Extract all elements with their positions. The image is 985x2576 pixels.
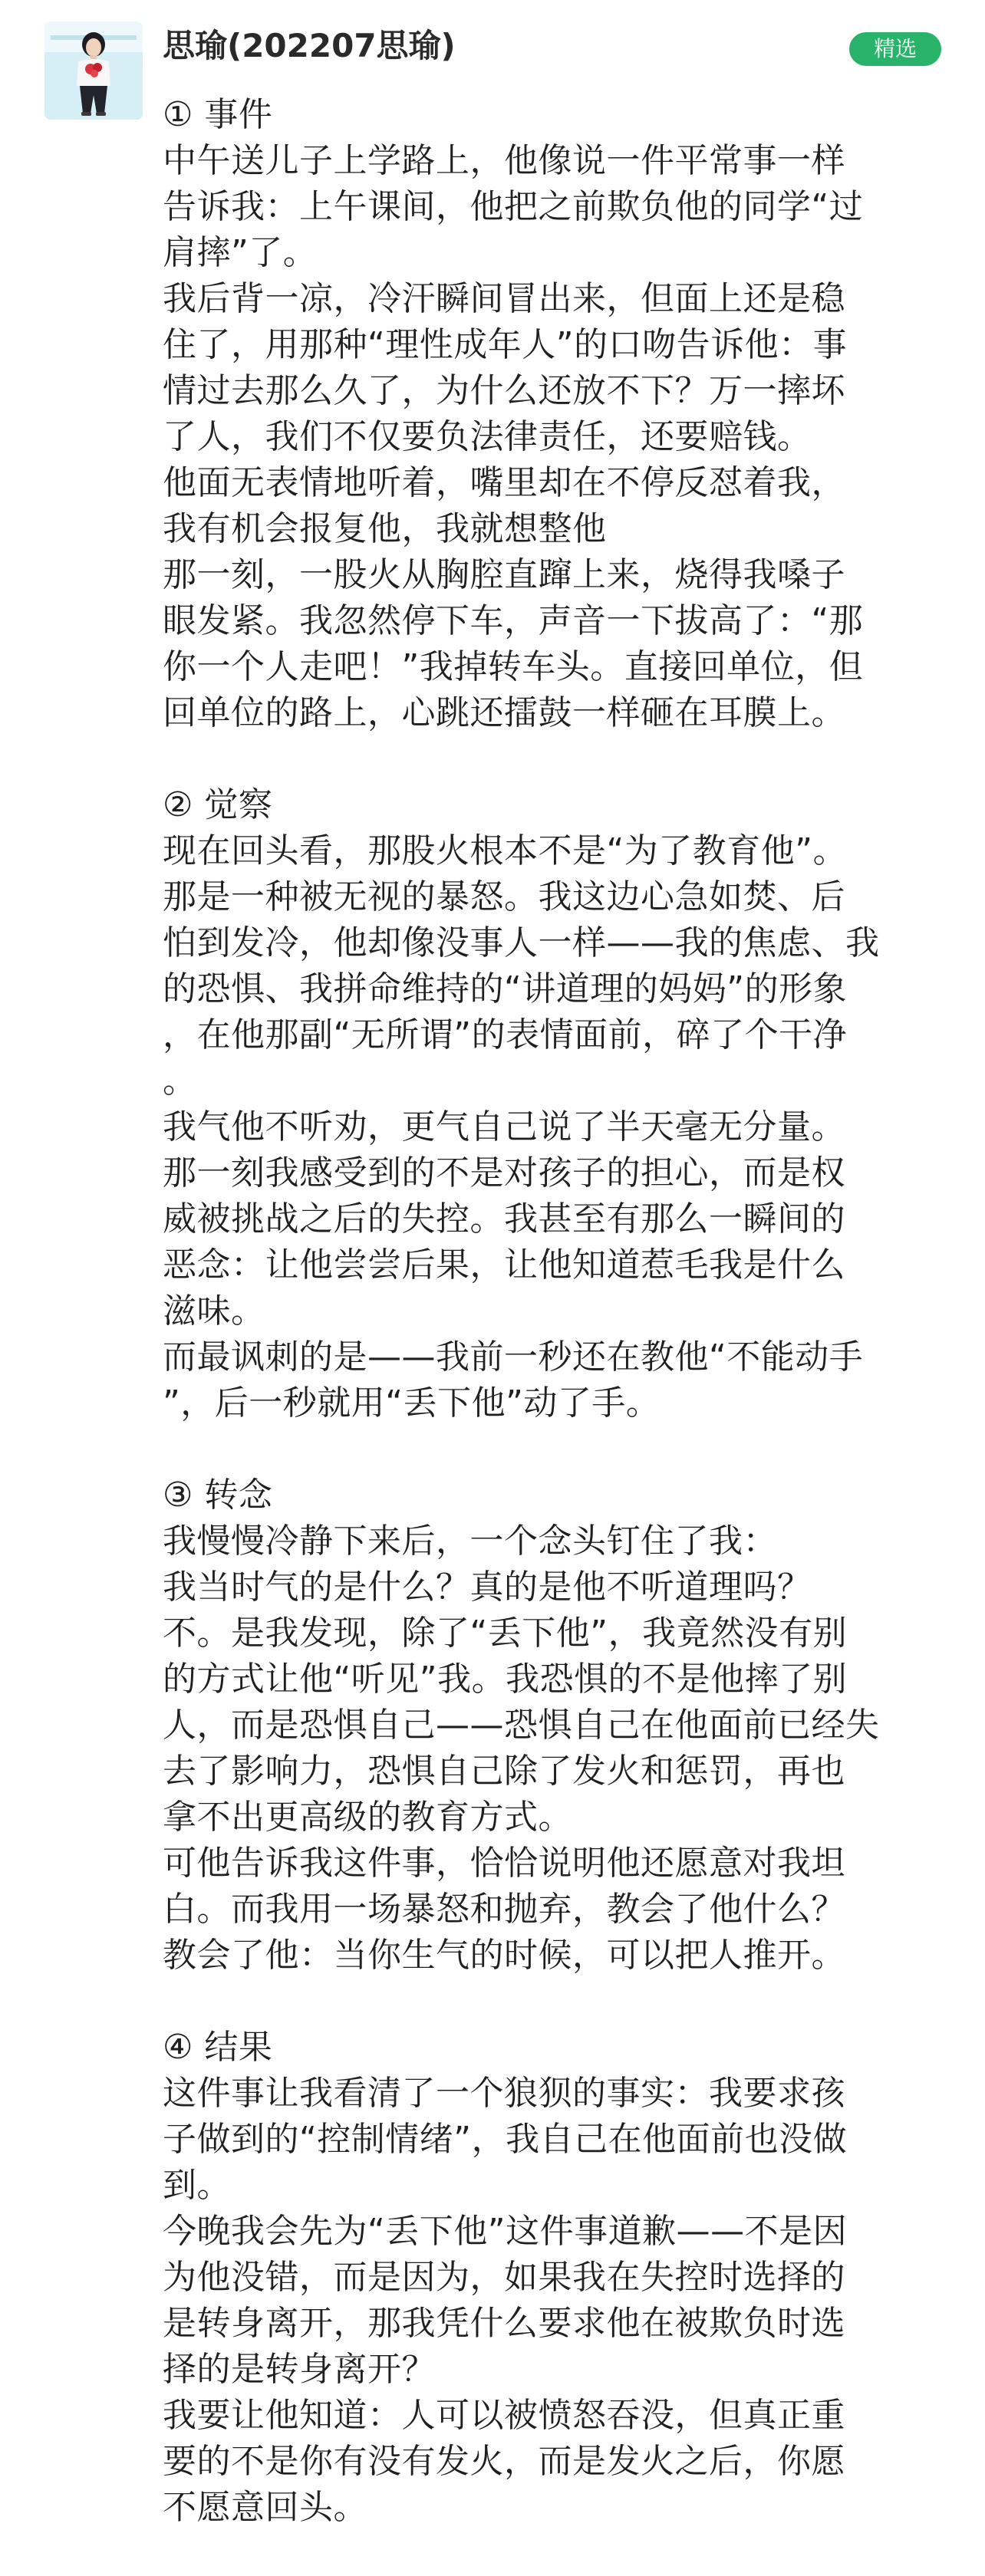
body-line: 滋味。 <box>163 1291 265 1331</box>
body-line: 教会了他：当你生气的时候，可以把人推开。 <box>163 1936 845 1975</box>
body-line: ”，后一秒就用“丢下他”动了手。 <box>163 1383 661 1423</box>
avatar-image <box>44 21 143 120</box>
body-line: 可他告诉我这件事，恰恰说明他还愿意对我坦 <box>163 1844 845 1883</box>
body-line: 那一刻我感受到的不是对孩子的担心，而是权 <box>163 1153 845 1193</box>
body-line: 恶念：让他尝尝后果，让他知道惹毛我是什么 <box>163 1245 845 1285</box>
body-line: 择的是转身离开？ <box>163 2350 436 2389</box>
body-line: 怕到发冷，他却像没事人一样——我的焦虑、我 <box>163 923 880 962</box>
section-heading: ③ 转念 <box>163 1476 273 1515</box>
body-line: 中午送儿子上学路上，他像说一件平常事一样 <box>163 141 845 180</box>
body-line: 那是一种被无视的暴怒。我这边心急如焚、后 <box>163 877 845 916</box>
body-line: 的方式让他“听见”我。我恐惧的不是他摔了别 <box>163 1660 848 1699</box>
body-line: 是转身离开，那我凭什么要求他在被欺负时选 <box>163 2304 845 2343</box>
body-line: 那一刻，一股火从胸腔直蹿上来，烧得我嗓子 <box>163 555 845 594</box>
body-line: 我有机会报复他，我就想整他 <box>163 509 607 548</box>
author-name[interactable]: 思瑜(202207思瑜) <box>163 27 456 64</box>
body-line: 。 <box>163 1061 197 1100</box>
body-line: 的恐惧、我拼命维持的“讲道理的妈妈”的形象 <box>163 969 848 1008</box>
body-line: 要的不是你有没有发火，而是发火之后，你愿 <box>163 2442 845 2481</box>
body-line: 回单位的路上，心跳还擂鼓一样砸在耳膜上。 <box>163 693 845 732</box>
body-line: 我气他不听劝，更气自己说了半天毫无分量。 <box>163 1107 845 1147</box>
body-line: 不。是我发现，除了“丢下他”，我竟然没有别 <box>163 1614 848 1653</box>
section-heading: ① 事件 <box>163 95 273 134</box>
body-line: 到。 <box>163 2166 231 2205</box>
body-line: 今晚我会先为“丢下他”这件事道歉——不是因 <box>163 2212 848 2251</box>
paragraph-spacer <box>163 1979 960 2025</box>
section-heading: ④ 结果 <box>163 2028 273 2067</box>
body-line: 人，而是恐惧自己——恐惧自己在他面前已经失 <box>163 1706 880 1745</box>
body-line: 了人，我们不仅要负法律责任，还要赔钱。 <box>163 417 812 456</box>
body-line: 白。而我用一场暴怒和抛弃，教会了他什么？ <box>163 1890 845 1929</box>
avatar[interactable] <box>44 21 143 120</box>
body-line: 拿不出更高级的教育方式。 <box>163 1798 572 1837</box>
body-line: 去了影响力，恐惧自己除了发火和惩罚，再也 <box>163 1752 845 1791</box>
body-line: 不愿意回头。 <box>163 2488 367 2527</box>
body-line: 你一个人走吧！”我掉转车头。直接回单位，但 <box>163 647 864 686</box>
body-line: 我后背一凉，冷汗瞬间冒出来，但面上还是稳 <box>163 279 845 318</box>
body-line: 而最讽刺的是——我前一秒还在教他“不能动手 <box>163 1337 864 1377</box>
body-line: 为他没错，而是因为，如果我在失控时选择的 <box>163 2258 845 2297</box>
body-line: 我要让他知道：人可以被愤怒吞没，但真正重 <box>163 2396 845 2435</box>
paragraph-spacer <box>163 1426 960 1472</box>
body-line: 住了，用那种“理性成年人”的口吻告诉他：事 <box>163 325 848 364</box>
featured-badge: 精选 <box>849 32 941 66</box>
section-heading: ② 觉察 <box>163 785 273 824</box>
body-line: ，在他那副“无所谓”的表情面前，碎了个干净 <box>163 1015 848 1054</box>
body-line: 他面无表情地听着，嘴里却在不停反怼着我， <box>163 463 845 502</box>
body-line: 我慢慢冷静下来后，一个念头钉住了我： <box>163 1522 777 1561</box>
body-line: 肩摔”了。 <box>163 233 318 272</box>
body-line: 现在回头看，那股火根本不是“为了教育他”。 <box>163 831 848 870</box>
body-line: 告诉我：上午课间，他把之前欺负他的同学“过 <box>163 187 864 226</box>
post-body <box>163 92 960 2531</box>
body-line: 威被挑战之后的失控。我甚至有那么一瞬间的 <box>163 1199 845 1239</box>
body-line: 情过去那么久了，为什么还放不下？万一摔坏 <box>163 371 845 410</box>
body-line: 这件事让我看清了一个狼狈的事实：我要求孩 <box>163 2074 845 2113</box>
body-line: 眼发紧。我忽然停下车，声音一下拔高了：“那 <box>163 601 864 640</box>
body-line: 子做到的“控制情绪”，我自己在他面前也没做 <box>163 2120 848 2159</box>
paragraph-spacer <box>163 736 960 782</box>
body-line: 我当时气的是什么？真的是他不听道理吗？ <box>163 1568 812 1607</box>
